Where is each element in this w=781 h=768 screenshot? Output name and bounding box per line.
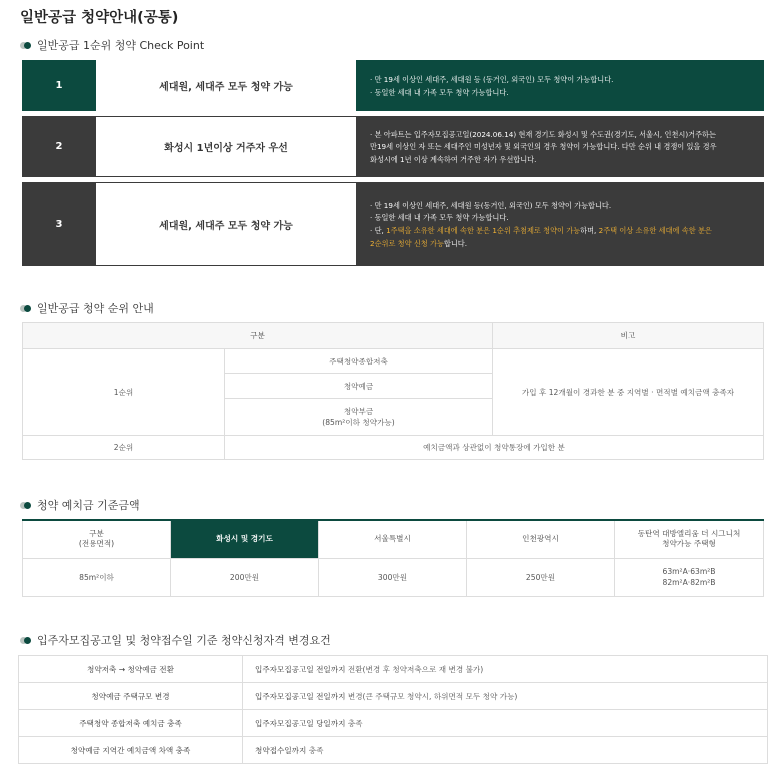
- checkpoint-number: 1: [22, 60, 96, 111]
- header-cell: 비고: [493, 323, 764, 349]
- table-row: [19, 737, 768, 764]
- checkpoint-title: 세대원, 세대주 모두 청약 가능: [96, 60, 356, 111]
- deposit-value: 300만원: [319, 558, 467, 596]
- rank-label: 2순위: [23, 436, 225, 460]
- account-type: 청약예금: [225, 374, 493, 399]
- bullet-dots-icon: [20, 42, 31, 49]
- table-row: [19, 710, 768, 737]
- change-key: 청약예금 지역간 예치금액 차액 충족: [19, 737, 243, 764]
- checkpoint-number: 2: [22, 116, 96, 177]
- checkpoint-number: 3: [22, 182, 96, 266]
- section-heading-change: [20, 632, 331, 648]
- change-value: 청약접수일까지 충족: [243, 737, 768, 764]
- checkpoint-title: 화성시 1년이상 거주자 우선: [96, 116, 356, 177]
- section-heading-checkpoint: [20, 37, 204, 53]
- account-type: 청약부금 (85m²이하 청약가능): [225, 399, 493, 436]
- change-key: 주택청약 종합저축 예치금 충족: [19, 710, 243, 737]
- description-note-cont: 2순위로 청약 신청 가능합니다.: [370, 238, 468, 248]
- section-title: 입주자모집공고일 및 청약접수일 기준 청약신청자격 변경요건: [37, 634, 331, 647]
- section-title: 일반공급 청약 순위 안내: [37, 302, 154, 315]
- checkpoint-description: [356, 60, 764, 111]
- checkpoint-description: [356, 182, 764, 266]
- header-cell: 구분: [23, 323, 493, 349]
- header-cell-active: 화성시 및 경기도: [171, 520, 319, 558]
- change-value: 입주자모집공고일 전일까지 변경(큰 주택규모 청약시, 하위면적 모두 청약 가능): [243, 683, 768, 710]
- description-line: · 본 아파트는 입주자모집공고일(2024.06.14) 현재 경기도 화성시 및 수도권(경기도, 서울시, 인천시)거주하는: [370, 129, 716, 139]
- deposit-value: 200만원: [171, 558, 319, 596]
- deposit-value: 250만원: [467, 558, 615, 596]
- description-line: 화성시에 1년 이상 계속하여 거주한 자가 우선합니다.: [370, 154, 537, 164]
- description-line: · 만 19세 이상인 세대주, 세대원 등(동거인, 외국인) 모두 청약이 가능합니다.: [370, 200, 612, 210]
- checkpoint-row-1: [22, 60, 764, 111]
- header-cell: 구분 (전용면적): [23, 520, 171, 558]
- header-cell: 인천광역시: [467, 520, 615, 558]
- change-value: 입주자모집공고일 당일까지 충족: [243, 710, 768, 737]
- rank-note: 예치금액과 상관없이 청약통장에 가입한 분: [225, 436, 764, 460]
- change-key: 청약예금 주택규모 변경: [19, 683, 243, 710]
- housing-types: 63m²A·63m²B 82m²A·82m²B: [615, 558, 764, 596]
- header-cell: 서울특별시: [319, 520, 467, 558]
- description-note: · 단, 1주택을 소유한 세대에 속한 분은 1순위 추첨제로 청약이 가능하며, 2주택 이상 소유한 세대에 속한 분은: [370, 226, 712, 235]
- checkpoint-title: 세대원, 세대주 모두 청약 가능: [96, 182, 356, 266]
- ranking-table: [22, 322, 764, 460]
- checkpoint-row-2: [22, 116, 764, 177]
- rank-label: 1순위: [23, 349, 225, 436]
- description-line: · 동일한 세대 내 가족 모두 청약 가능합니다.: [370, 213, 509, 223]
- rank-note: 가입 후 12개월이 경과한 분 중 지역별 · 면적별 예치금액 충족자: [493, 349, 764, 436]
- page-title: 일반공급 청약안내(공통): [20, 10, 179, 26]
- table-row: [19, 656, 768, 683]
- account-type: 주택청약종합저축: [225, 349, 493, 374]
- bullet-dots-icon: [20, 637, 31, 644]
- deposit-table: [22, 519, 764, 597]
- description-line: · 만 19세 이상인 세대주, 세대원 등 (동거인, 외국인) 모두 청약이 가능합니다.: [370, 74, 614, 84]
- bullet-dots-icon: [20, 305, 31, 312]
- change-value: 입주자모집공고일 전일까지 전환(변경 후 청약저축으로 재 변경 불가): [243, 656, 768, 683]
- header-cell: 동탄역 대방엘리움 더 시그니처 청약가능 주택형: [615, 520, 764, 558]
- checkpoint-row-3: [22, 182, 764, 266]
- description-line: · 동일한 세대 내 가족 모두 청약 가능합니다.: [370, 87, 509, 97]
- row-label: 85m²이하: [23, 558, 171, 596]
- change-table: [18, 655, 768, 764]
- section-heading-ranking: [20, 300, 154, 316]
- section-heading-deposit: [20, 497, 140, 513]
- section-title: 일반공급 1순위 청약 Check Point: [37, 39, 205, 52]
- description-line: 만19세 이상인 자 또는 세대주인 미성년자 및 외국인의 경우 청약이 가능합니다. 다만 순위 내 경쟁이 있을 경우: [370, 142, 717, 152]
- table-row: [19, 683, 768, 710]
- section-title: 청약 예치금 기준금액: [37, 499, 140, 512]
- change-key: 청약저축 → 청약예금 전환: [19, 656, 243, 683]
- bullet-dots-icon: [20, 502, 31, 509]
- checkpoint-description: [356, 116, 764, 177]
